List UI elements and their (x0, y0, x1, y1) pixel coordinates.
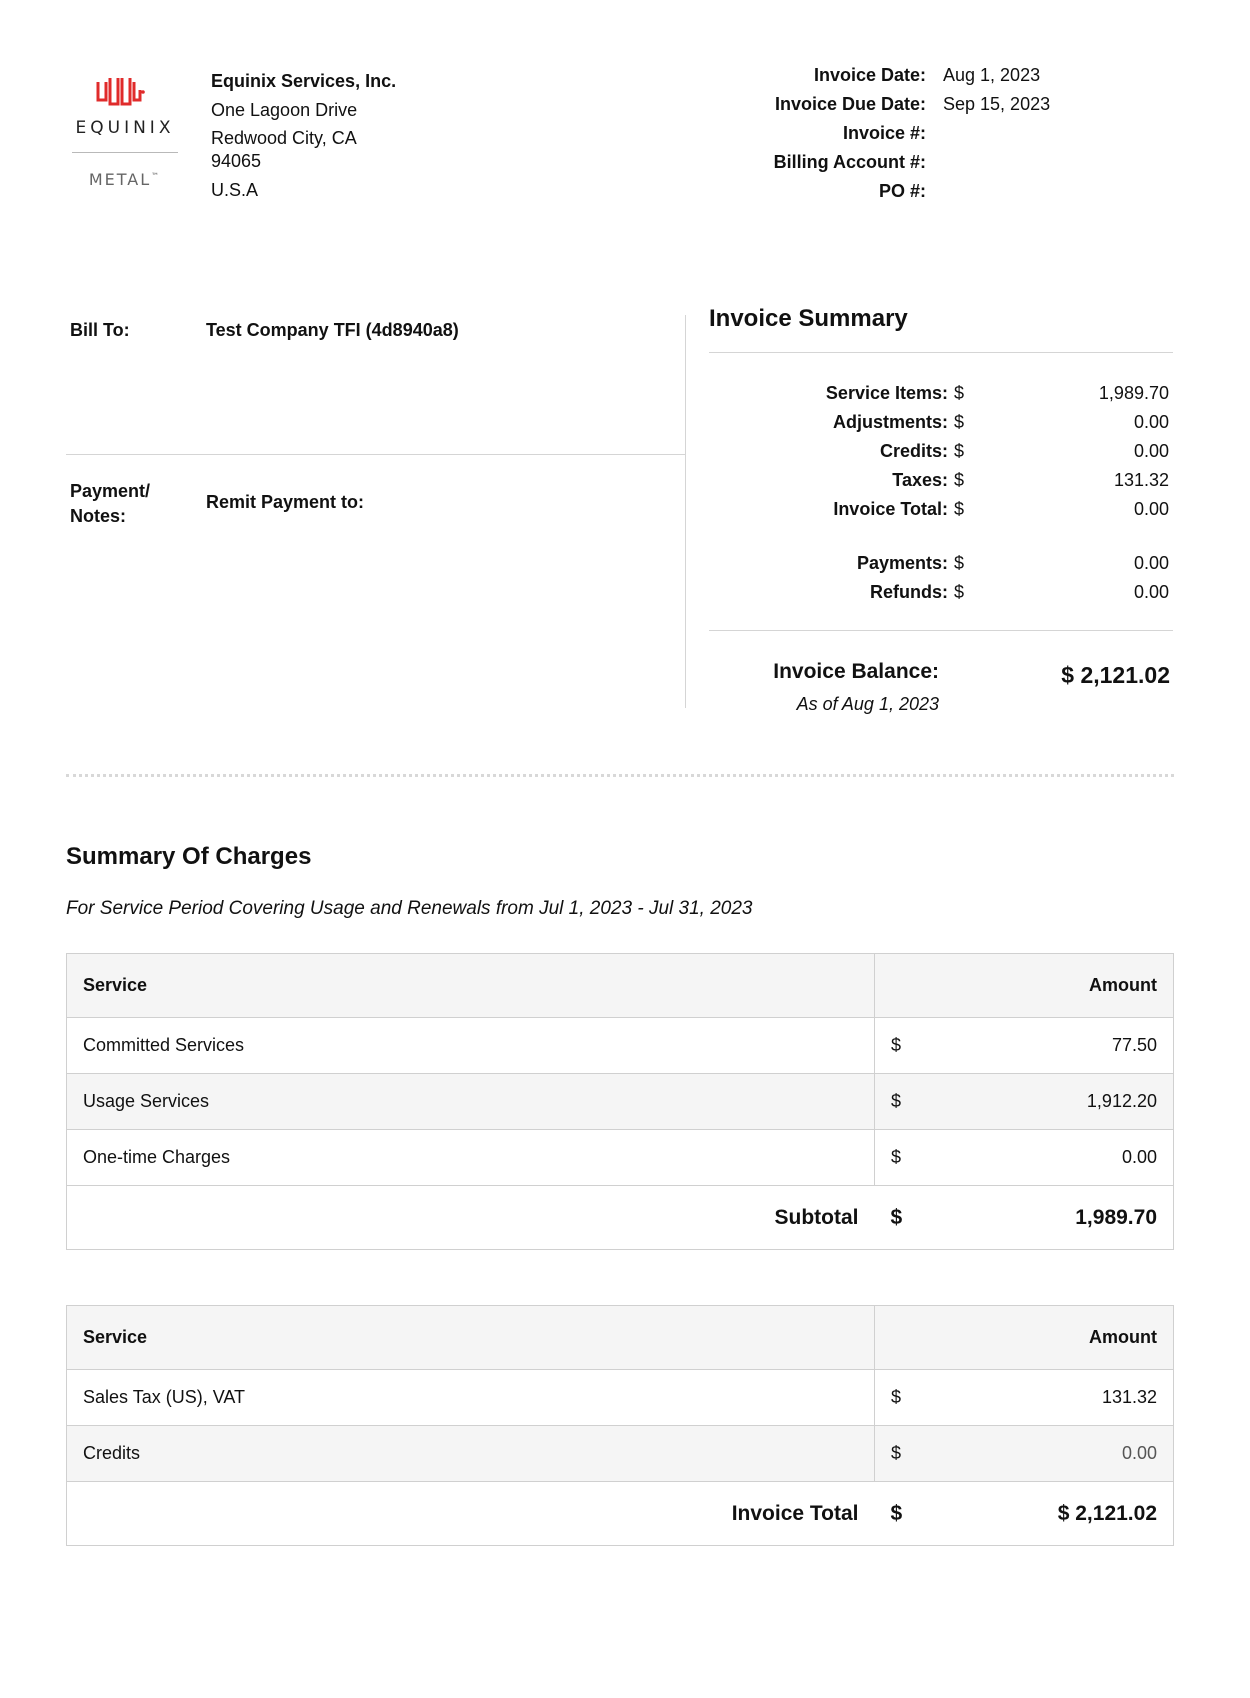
summary-row-taxes: Taxes: $ 131.32 (892, 470, 1169, 490)
table-header (67, 954, 1174, 1018)
summary-row-credits: Credits: $ 0.00 (879, 441, 1169, 461)
subtotal-row (67, 1186, 1174, 1250)
company-country: U.S.A (211, 180, 259, 200)
company-city: Redwood City, CA (211, 128, 357, 148)
summary-row-service-items: Service Items: $ 1,989.70 (825, 383, 1169, 403)
meta-row-due-date: Invoice Due Date: Sep 15, 2023 (774, 94, 1051, 114)
subtotal-label: Subtotal (67, 1186, 875, 1250)
logo-submark: METAL™ (88, 170, 162, 189)
remit-payment-label: Remit Payment to: (206, 492, 365, 512)
payment-notes-label: Payment/ Notes: (70, 481, 151, 526)
invoice-balance-asof: As of Aug 1, 2023 (796, 694, 939, 714)
equinix-logo-icon (96, 76, 146, 108)
charges-table (66, 953, 1174, 1250)
column-divider (685, 315, 686, 708)
summary-rule-bottom (709, 630, 1173, 631)
invoice-balance-amount: $ 2,121.02 (1061, 662, 1170, 688)
col-amount: Amount (875, 1306, 1174, 1370)
summary-row-invoice-total: Invoice Total: $ 0.00 (833, 499, 1169, 519)
table-row: Sales Tax (US), VAT $ 131.32 (67, 1370, 1174, 1426)
invoice-summary-title: Invoice Summary (709, 305, 908, 332)
table-header (67, 1306, 1174, 1370)
company-address (211, 69, 431, 203)
invoice-total-row (67, 1482, 1174, 1546)
meta-row-invoice-number: Invoice #: (842, 123, 926, 143)
invoice-date: Aug 1, 2023 (943, 65, 1041, 85)
logo-divider (72, 152, 178, 153)
meta-row-po: PO #: (878, 181, 926, 201)
summary-row-adjustments: Adjustments: $ 0.00 (832, 412, 1169, 432)
col-amount: Amount (875, 954, 1174, 1018)
logo-wordmark: EQUINIX (75, 118, 175, 138)
summary-of-charges-title: Summary Of Charges (66, 843, 312, 870)
tax-credits-table (66, 1305, 1174, 1546)
table-row: Credits $ 0.00 (67, 1426, 1174, 1482)
invoice-total-amount: $ $ 2,121.02 (875, 1482, 1174, 1546)
company-street: One Lagoon Drive (211, 100, 358, 120)
summary-rule-top (709, 352, 1173, 353)
bill-to-label: Bill To: (70, 320, 130, 340)
meta-row-billing-account: Billing Account #: (773, 152, 926, 172)
summary-row-payments: Payments: $ 0.00 (856, 553, 1169, 573)
company-name: Equinix Services, Inc. (211, 71, 397, 91)
col-service: Service (67, 1306, 875, 1370)
subtotal-amount: $ 1,989.70 (875, 1186, 1174, 1250)
table-row: Usage Services $ 1,912.20 (67, 1074, 1174, 1130)
bill-to-value: Test Company TFI (4d8940a8) (206, 320, 459, 340)
billto-divider (66, 454, 686, 455)
col-service: Service (67, 954, 875, 1018)
equinix-metal-logo (66, 76, 184, 196)
summary-row-refunds: Refunds: $ 0.00 (870, 582, 1169, 602)
meta-row-invoice-date: Invoice Date: Aug 1, 2023 (813, 65, 1041, 85)
invoice-balance-label: Invoice Balance: (773, 660, 939, 683)
table-row: Committed Services $ 77.50 (67, 1018, 1174, 1074)
service-period: For Service Period Covering Usage and Renewals from Jul 1, 2023 - Jul 31, 2023 (66, 898, 753, 919)
invoice-due-date: Sep 15, 2023 (943, 94, 1051, 114)
section-divider (66, 774, 1174, 777)
company-zip: 94065 (211, 151, 262, 171)
invoice-meta (700, 65, 1120, 210)
invoice-total-label: Invoice Total (67, 1482, 875, 1546)
table-row: One-time Charges $ 0.00 (67, 1130, 1174, 1186)
